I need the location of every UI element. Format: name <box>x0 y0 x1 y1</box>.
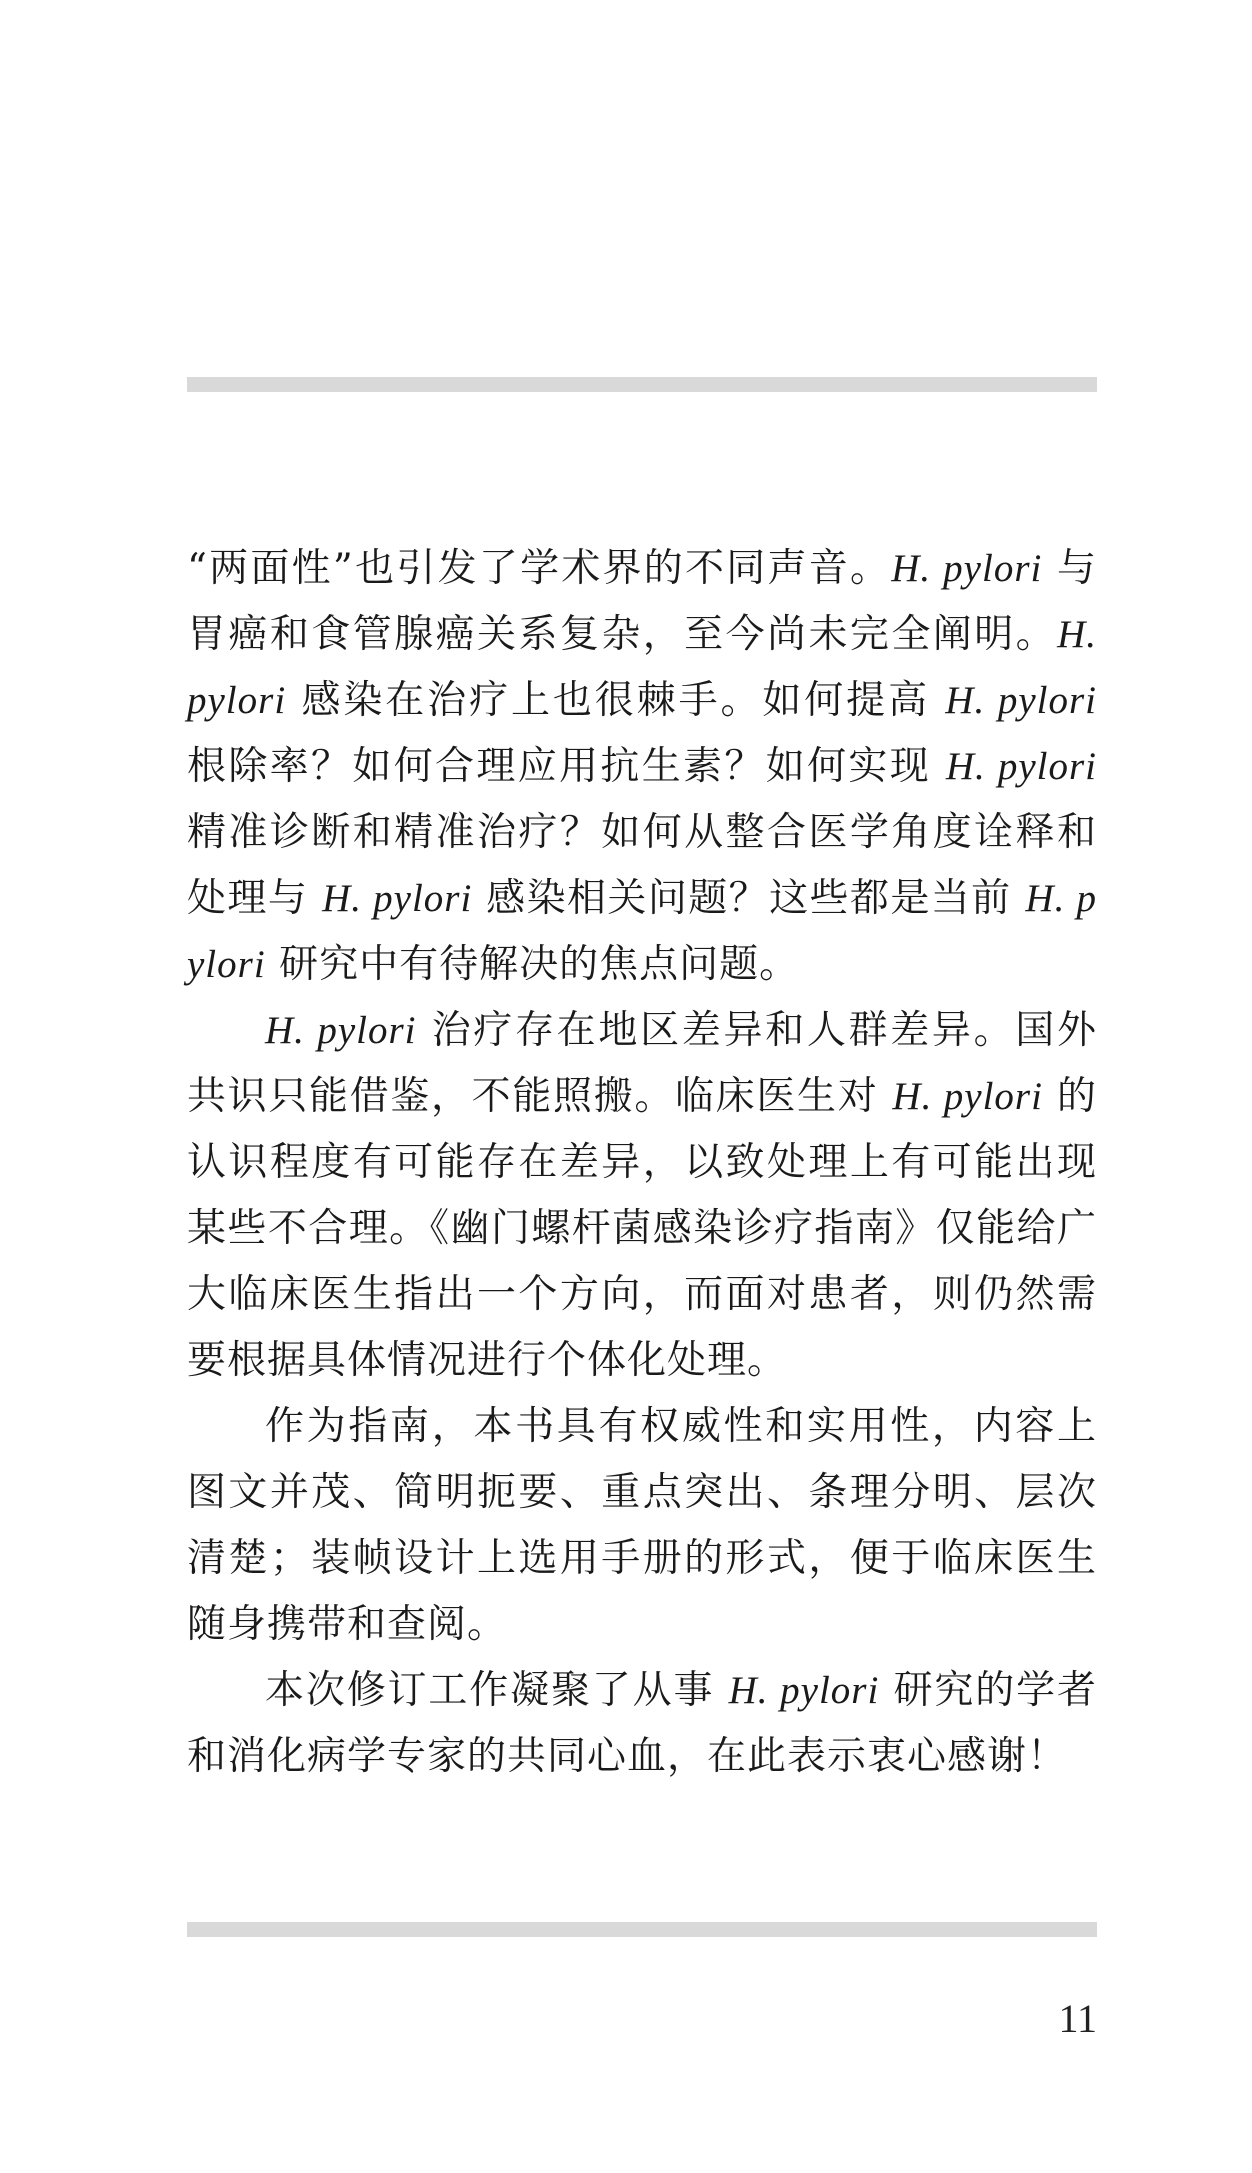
paragraph <box>187 536 1097 998</box>
text-run: 研究的学者和消化病学专家的共同心血，在此表示衷心感谢！ <box>187 1668 1097 1779</box>
page-number: 11 <box>1058 1996 1097 2041</box>
text-run: 研究中有待解决的焦点问题。 <box>265 942 800 987</box>
species-name: H. pylori <box>945 745 1097 788</box>
species-name: H. pylori <box>265 1009 417 1052</box>
text-run: 的认识程度有可能存在差异，以致处理上有可能出现某些不合理。《幽门螺杆菌感染诊疗指南》仅能给广大临床医生指出一个方向，而面对患者，则仍然需要根据具体情况进行个体化处理。 <box>187 1074 1097 1383</box>
text-run: 治疗存在地区差异和人群差异。国外共识只能借鉴，不能照搬。临床医生对 <box>187 1008 1097 1119</box>
text-run: 根除率？如何合理应用抗生素？如何实现 <box>187 744 946 789</box>
text-run: 本次修订工作凝聚了从事 <box>265 1668 729 1713</box>
top-divider-bar <box>187 377 1097 392</box>
text-run: 精准诊断和精准治疗？如何从整合医学角度诠释和处理与 <box>187 810 1097 921</box>
body-text <box>187 536 1097 1790</box>
text-run: “两面性”也引发了学术界的不同声音。 <box>187 546 892 591</box>
paragraph <box>187 998 1097 1394</box>
text-run: 感染相关问题？这些都是当前 <box>472 876 1026 921</box>
text-run: 与胃癌和食管腺癌关系复杂，至今尚未完全阐明。 <box>187 546 1097 657</box>
paragraph <box>187 1394 1097 1658</box>
species-name: H. pylori <box>187 877 1097 986</box>
bottom-divider-bar <box>187 1922 1097 1937</box>
species-name: H. pylori <box>891 547 1043 590</box>
text-run: 作为指南，本书具有权威性和实用性，内容上图文并茂、简明扼要、重点突出、条理分明、层次清楚；装帧设计上选用手册的形式，便于临床医生随身携带和查阅。 <box>187 1404 1097 1647</box>
species-name: H. pylori <box>728 1669 880 1712</box>
species-name: H. pylori <box>892 1075 1043 1118</box>
species-name: H. pylori <box>322 877 473 920</box>
species-name: H. pylori <box>187 613 1097 722</box>
species-name: H. pylori <box>945 679 1098 722</box>
text-run: 感染在治疗上也很棘手。如何提高 <box>286 678 946 723</box>
paragraph <box>187 1658 1097 1790</box>
